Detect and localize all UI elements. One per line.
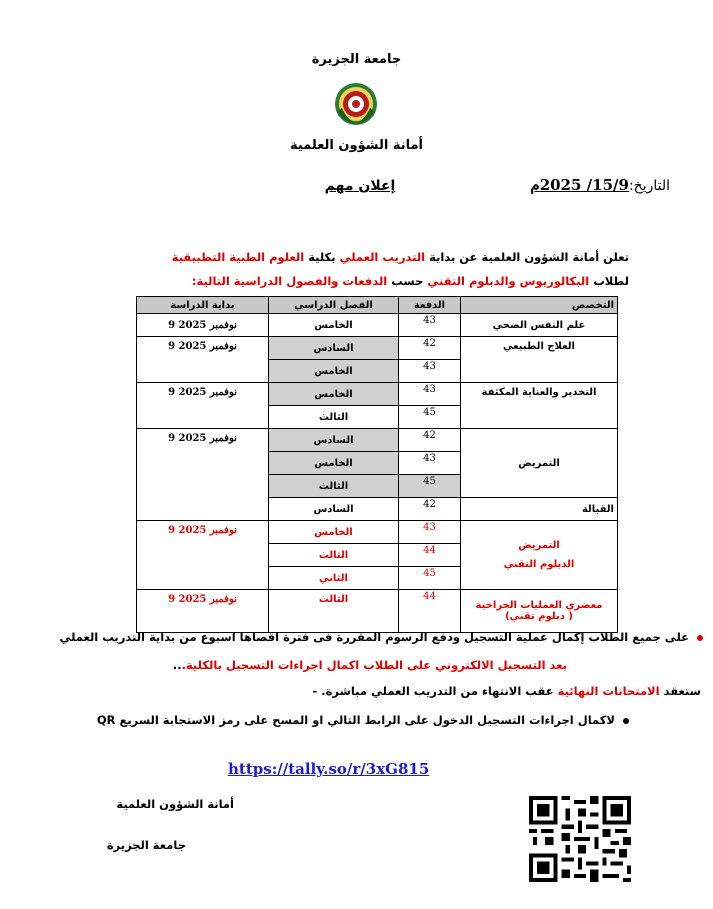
batch: 43 xyxy=(399,521,461,544)
semester: الخامس xyxy=(269,452,399,475)
batch: 45 xyxy=(399,475,461,498)
registration-link[interactable]: https://tally.so/r/3xG815 xyxy=(228,760,430,778)
note-text: لاكمال اجراءات التسجيل الدخول على الرابط التالي او المسح على رمز الاستجابة السريع QR xyxy=(96,713,615,727)
intro-text: لطلاب xyxy=(589,274,629,288)
batch: 42 xyxy=(399,337,461,360)
intro-highlight: التدريب العملي xyxy=(339,250,426,264)
start-date: 9 نوفمبر 2025 xyxy=(137,590,269,633)
table-row xyxy=(137,383,618,406)
start-date: 9 نوفمبر 2025 xyxy=(137,337,269,383)
bullet-icon xyxy=(623,718,629,724)
note-college-registration xyxy=(7,658,567,672)
semester: الخامس xyxy=(269,360,399,383)
semester: الخامس xyxy=(269,314,399,337)
semester: الخامس xyxy=(269,383,399,406)
date-line xyxy=(500,176,670,194)
program-line: الدبلوم التقني xyxy=(503,559,575,570)
header-start: بداية الدراسة xyxy=(137,297,269,314)
batch: 43 xyxy=(399,360,461,383)
schedule-table xyxy=(136,296,618,633)
note-prefix: - xyxy=(312,684,318,698)
program-line: معضري العمليات الجراحية xyxy=(475,600,603,611)
semester: الثالث xyxy=(269,475,399,498)
header-batch: الدفعة xyxy=(399,297,461,314)
note-text: بعد التسجيل الالكتروني على الطلاب اكمال اجراءات التسجيل بالكلية. xyxy=(181,658,567,672)
batch: 43 xyxy=(399,314,461,337)
header-program: التخصص xyxy=(461,297,618,314)
note-text: ستعقد xyxy=(659,684,701,698)
intro-line-2 xyxy=(69,274,629,288)
program: التمريض xyxy=(461,429,618,498)
semester: السادس xyxy=(269,337,399,360)
university-title: جامعة الجزيرة xyxy=(311,52,402,67)
university-logo xyxy=(334,82,378,126)
date-value: 15/9/ 2025م xyxy=(530,176,629,194)
note-final-exams xyxy=(101,684,701,698)
start-date: 9 نوفمبر 2025 xyxy=(137,314,269,337)
program: العلاج الطبيعي xyxy=(461,337,618,383)
semester: السادس xyxy=(269,429,399,452)
batch: 44 xyxy=(399,590,461,633)
intro-text: تعلن أمانة الشؤون العلمية عن بداية xyxy=(425,250,629,264)
batch: 45 xyxy=(399,567,461,590)
intro-text: بكلية xyxy=(304,250,340,264)
program xyxy=(461,521,618,590)
table-header-row xyxy=(137,297,618,314)
semester: الثاني xyxy=(269,567,399,590)
table-row xyxy=(137,314,618,337)
program xyxy=(461,590,618,633)
note-registration xyxy=(59,630,703,644)
batch: 42 xyxy=(399,429,461,452)
intro-highlight: العلوم الطبية التطبيقية xyxy=(171,250,305,264)
semester: السادس xyxy=(269,498,399,521)
note-registration-link xyxy=(69,713,629,727)
semester: الثالث xyxy=(269,406,399,429)
program: القبالة xyxy=(461,498,618,521)
program: التخدير والعناية المكثفة xyxy=(461,383,618,429)
header-semester: الفصل الدراسي xyxy=(269,297,399,314)
bullet-icon xyxy=(697,635,703,641)
program: علم النفس الصحي xyxy=(461,314,618,337)
start-date: 9 نوفمبر 2025 xyxy=(137,429,269,521)
note-prefix: .. xyxy=(172,658,182,672)
intro-highlight: الدفعات والفصول الدراسية التالية: xyxy=(191,274,388,288)
semester: الخامس xyxy=(269,521,399,544)
start-date: 9 نوفمبر 2025 xyxy=(137,383,269,429)
batch: 43 xyxy=(399,383,461,406)
batch: 45 xyxy=(399,406,461,429)
semester: الثالث xyxy=(269,590,399,633)
qr-code[interactable] xyxy=(528,796,632,882)
semester: الثالث xyxy=(269,544,399,567)
signature-office: أمانة الشؤون العلمية xyxy=(116,797,234,811)
announcement-title: إعلان مهم xyxy=(324,178,396,194)
note-text: عقب الانتهاء من التدريب العملي مباشرة. xyxy=(321,684,558,698)
program-line: التمريض xyxy=(518,540,560,551)
intro-line-1 xyxy=(69,250,629,264)
table-row xyxy=(137,521,618,544)
note-text: على جميع الطلاب إكمال عملية التسجيل ودفع الرسوم المقررة فى فترة اقصاها اسبوع من بداية التدريب العملي xyxy=(59,630,689,644)
date-label: التاريخ: xyxy=(628,178,670,194)
signature-university: جامعة الجزيرة xyxy=(106,838,186,852)
table-row xyxy=(137,429,618,452)
batch: 43 xyxy=(399,452,461,475)
batch: 42 xyxy=(399,498,461,521)
batch: 44 xyxy=(399,544,461,567)
program-line: (دبلوم تقني ) xyxy=(505,611,573,622)
intro-text: حسب xyxy=(387,274,428,288)
table-row xyxy=(137,337,618,360)
note-highlight: الامتحانات النهائية xyxy=(557,684,660,698)
office-title: أمانة الشؤون العلمية xyxy=(290,138,423,153)
intro-highlight: البكالوريوس والدبلوم التقني xyxy=(427,274,590,288)
table-row xyxy=(137,590,618,633)
start-date: 9 نوفمبر 2025 xyxy=(137,521,269,590)
